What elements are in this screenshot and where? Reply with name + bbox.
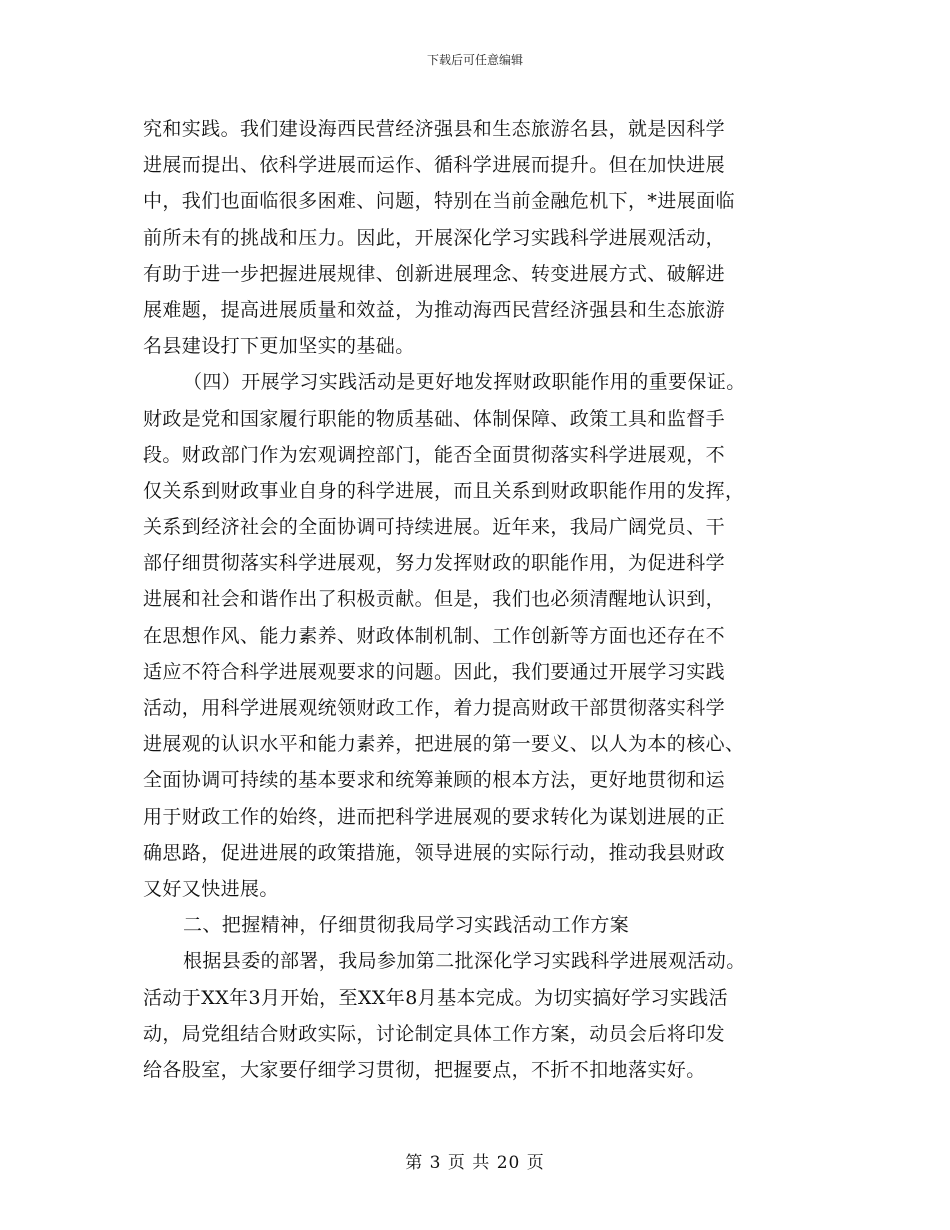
- body-line: 部仔细贯彻落实科学进展观，努力发挥财政的职能作用，为促进科学: [143, 552, 726, 575]
- body-line: 有助于进一步把握进展规律、创新进展理念、转变进展方式、破解进: [143, 262, 726, 285]
- body-line: 名县建设打下更加坚实的基础。: [143, 335, 415, 358]
- body-line: 究和实践。我们建设海西民营经济强县和生态旅游名县，就是因科学: [143, 118, 726, 140]
- body-line: 用于财政工作的始终，进而把科学进展观的要求转化为谋划进展的正: [143, 805, 726, 828]
- body-line: 进展观的认识水平和能力素养，把进展的第一要义、以人为本的核心、: [143, 733, 745, 756]
- body-line: 活动于XX年3月开始，至XX年8月基本完成。为切实搞好学习实践活: [143, 986, 729, 1009]
- body-line: 在思想作风、能力素养、财政体制机制、工作创新等方面也还存在不: [143, 624, 726, 647]
- section-heading-4: （四）开展学习实践活动是更好地发挥财政职能作用的重要保证。: [183, 371, 746, 394]
- body-line: 仅关系到财政事业自身的科学进展，而且关系到财政职能作用的发挥，: [143, 479, 745, 502]
- body-line: 中，我们也面临很多困难、问题，特别在当前金融危机下，*进展面临: [143, 190, 735, 213]
- body-line: 又好又快进展。: [143, 877, 279, 900]
- body-line: 动，局党组结合财政实际，讨论制定具体工作方案，动员会后将印发: [143, 1022, 726, 1045]
- body-line: 关系到经济社会的全面协调可持续进展。近年来，我局广阔党员、干: [143, 516, 726, 539]
- page-number-footer: 第 3 页 共 20 页: [405, 1153, 545, 1173]
- body-line: 给各股室，大家要仔细学习贯彻，把握要点，不折不扣地落实好。: [143, 1058, 706, 1081]
- body-line: 前所未有的挑战和压力。因此，开展深化学习实践科学进展观活动，: [143, 226, 726, 249]
- paragraph-start: 根据县委的部署，我局参加第二批深化学习实践科学进展观活动。: [183, 950, 746, 973]
- body-line: 展难题，提高进展质量和效益，为推动海西民营经济强县和生态旅游: [143, 298, 726, 321]
- body-line: 全面协调可持续的基本要求和统筹兼顾的根本方法，更好地贯彻和运: [143, 769, 726, 792]
- body-line: 进展而提出、依科学进展而运作、循科学进展而提升。但在加快进展: [143, 154, 726, 177]
- page-header-note: 下载后可任意编辑: [426, 53, 523, 67]
- body-line: 确思路，促进进展的政策措施，领导进展的实际行动，推动我县财政: [143, 841, 726, 864]
- body-line: 活动，用科学进展观统领财政工作，着力提高财政干部贯彻落实科学: [143, 697, 726, 719]
- body-line: 适应不符合科学进展观要求的问题。因此，我们要通过开展学习实践: [143, 660, 726, 683]
- body-line: 进展和社会和谐作出了积极贡献。但是，我们也必须清醒地认识到，: [143, 588, 726, 611]
- body-line: 段。财政部门作为宏观调控部门，能否全面贯彻落实科学进展观，不: [143, 443, 726, 466]
- document-body: [143, 111, 813, 1088]
- section-heading-2: 二、把握精神，仔细贯彻我局学习实践活动工作方案: [183, 914, 630, 937]
- body-line: 财政是党和国家履行职能的物质基础、体制保障、政策工具和监督手: [143, 407, 726, 430]
